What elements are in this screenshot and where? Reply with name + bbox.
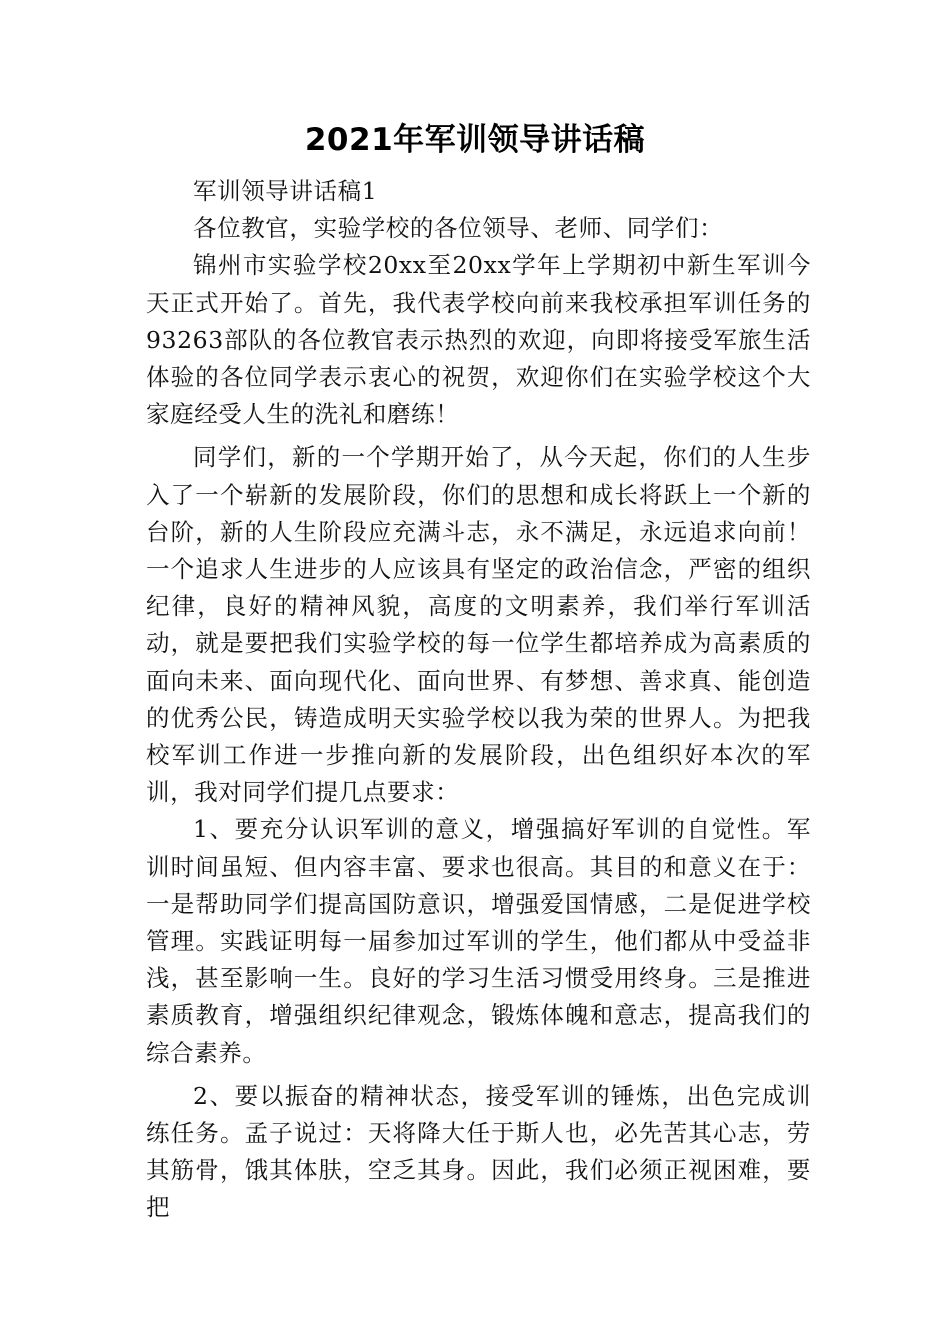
document-body — [146, 173, 811, 1227]
body-paragraph: 锦州市实验学校20xx至20xx学年上学期初中新生军训今天正式开始了。首先，我代表学校向前来我校承担军训任务的93263部队的各位教官表示热烈的欢迎，向即将接受军旅生活体验的各位同学表示衷心的祝贺，欢迎你们在实验学校这个大家庭经受人生的洗礼和磨练！ — [146, 251, 811, 429]
document-title: 2021年军训领导讲话稿 — [304, 122, 646, 158]
body-paragraph: 1、要充分认识军训的意义，增强搞好军训的自觉性。军训时间虽短、但内容丰富、要求也很高。其目的和意义在于：一是帮助同学们提高国防意识，增强爱国情感，二是促进学校管理。实践证明每一届参加过军训的学生，他们都从中受益非浅，甚至影响一生。良好的学习生活习惯受用终身。三是推进素质教育，增强组织纪律观念，锻炼体魄和意志，提高我们的综合素养。 — [146, 815, 811, 1067]
body-paragraph: 同学们，新的一个学期开始了，从今天起，你们的人生步入了一个崭新的发展阶段，你们的思想和成长将跃上一个新的台阶，新的人生阶段应充满斗志，永不满足，永远追求向前！一个追求人生进步的人应该具有坚定的政治信念，严密的组织纪律，良好的精神风貌，高度的文明素养，我们举行军训活动，就是要把我们实验学校的每一位学生都培养成为高素质的面向未来、面向现代化、面向世界、有梦想、善求真、能创造的优秀公民，铸造成明天实验学校以我为荣的世界人。为把我校军训工作进一步推向新的发展阶段，出色组织好本次的军训，我对同学们提几点要求： — [146, 443, 811, 807]
body-paragraph: 2、要以振奋的精神状态，接受军训的锤炼，出色完成训练任务。孟子说过：天将降大任于斯人也，必先苦其心志，劳其筋骨，饿其体肤，空乏其身。因此，我们必须正视困难，要把 — [146, 1081, 811, 1222]
salutation: 各位教官，实验学校的各位领导、老师、同学们： — [193, 214, 724, 243]
section-heading: 军训领导讲话稿1 — [193, 177, 378, 205]
